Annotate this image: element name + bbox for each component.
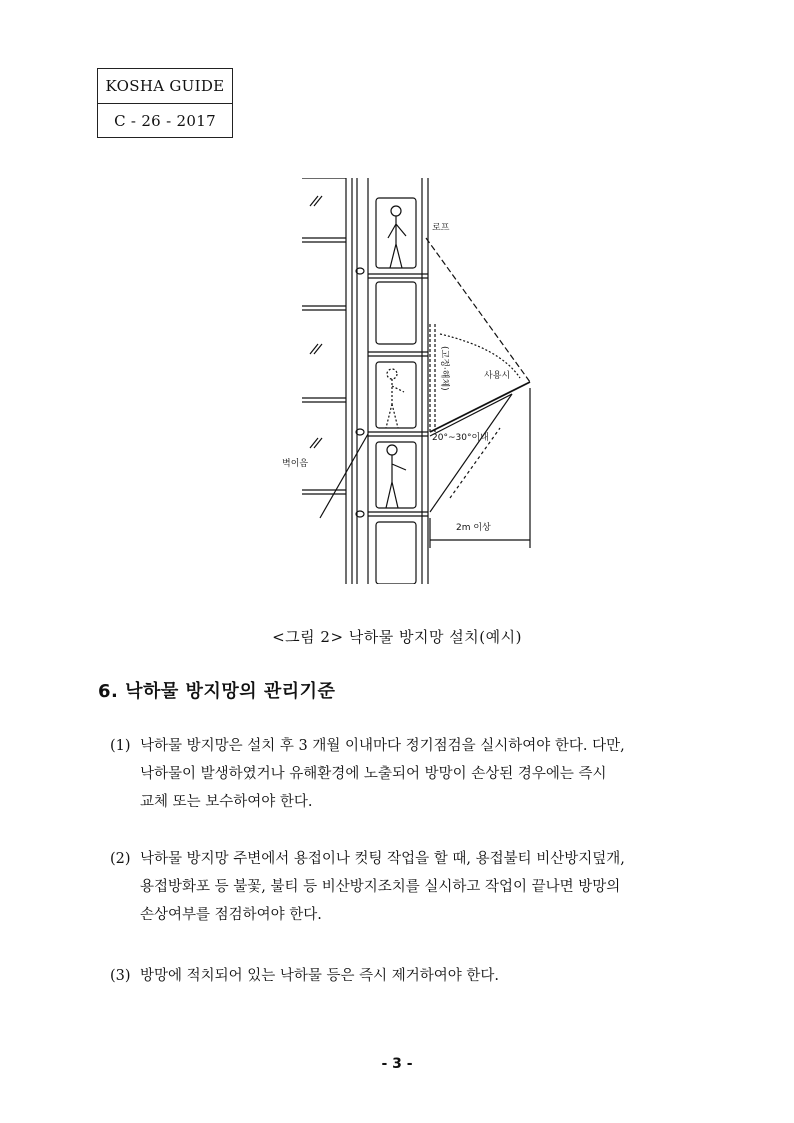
item-number: (2) [110,851,131,867]
list-item [110,845,706,929]
item-number: (3) [110,968,131,984]
label-distance: 2m 이상 [456,523,491,533]
item-line: 낙하물 방지망 주변에서 용접이나 컷팅 작업을 할 때, 용접불티 비산방지덮개, [140,851,625,867]
list-item [110,962,706,990]
item-line: 교체 또는 보수하여야 한다. [140,794,313,810]
list-item [110,732,706,816]
section-title: 6. 낙하물 방지망의 관리기준 [98,681,336,702]
figure-drawing [280,178,540,584]
label-angle: 20°~30°이내 [432,433,489,443]
page-number: - 3 - [381,1056,413,1072]
item-line: 낙하물이 발생하였거나 유해환경에 노출되어 방망이 손상된 경우에는 즉시 [140,766,607,782]
guide-code: C - 26 - 2017 [98,103,232,138]
item-number: (1) [110,738,131,754]
guide-title: KOSHA GUIDE [105,77,225,95]
item-line: 용접방화포 등 불꽃, 불티 등 비산방지조치를 실시하고 작업이 끝나면 방망의 [140,879,621,895]
item-line: 손상여부를 점검하여야 한다. [140,907,322,923]
figure-caption: <그림 2> 낙하물 방지망 설치(예시) [272,628,522,646]
safety-net-installation-figure [280,178,540,584]
label-rope: 로프 [432,223,450,233]
label-wall-tie: 벽이음 [282,459,309,469]
item-line: 방망에 적치되어 있는 낙하물 등은 즉시 제거하여야 한다. [140,968,500,984]
item-line: 낙하물 방지망은 설치 후 3 개월 이내마다 정기점검을 실시하여야 한다. 다만, [140,738,625,754]
kosha-guide-box [97,68,233,138]
label-fixing-dismantling: (고정·해체) [439,346,449,391]
label-in-use: 사용시 [484,371,511,381]
